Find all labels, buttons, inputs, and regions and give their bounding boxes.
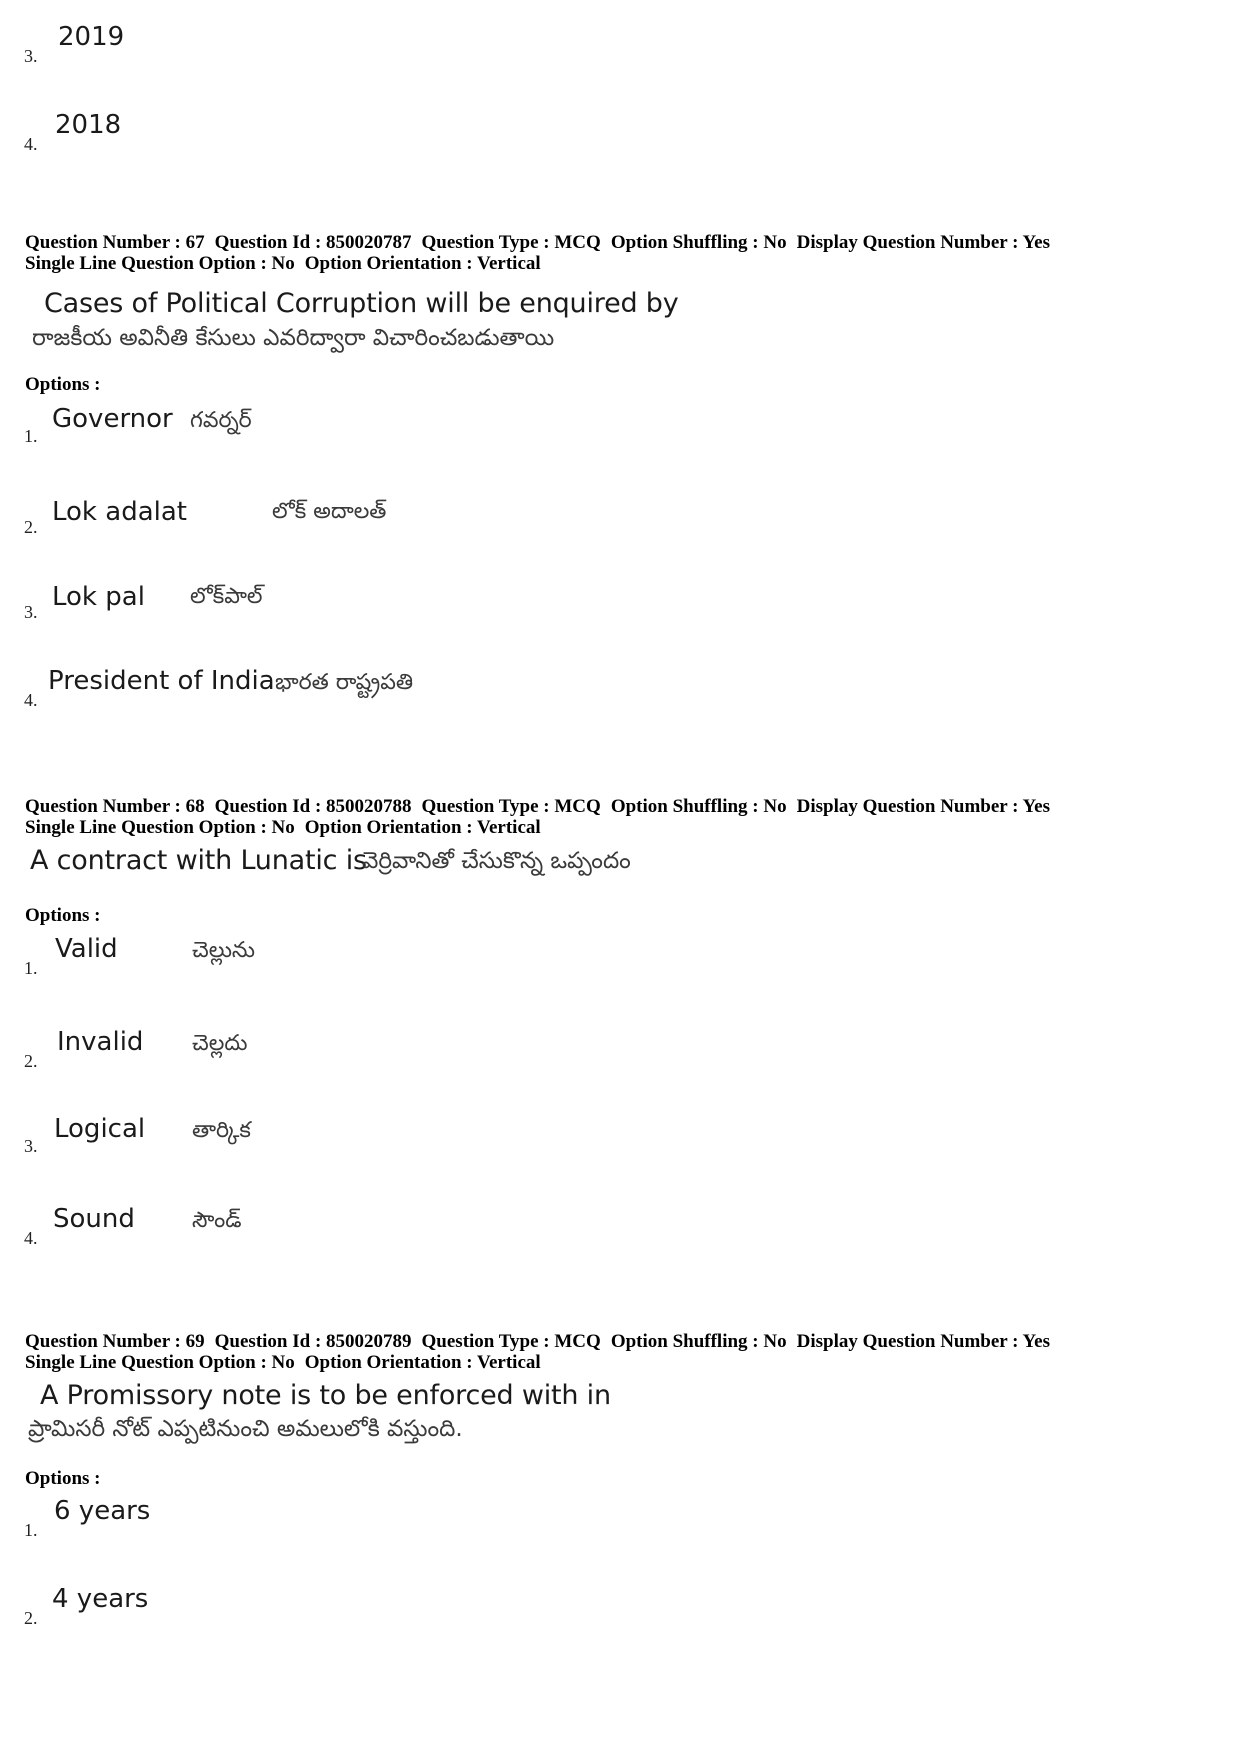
question-meta-line1 xyxy=(25,796,1050,817)
option-text-telugu: గవర్నర్ xyxy=(190,408,252,433)
display-question-number: Display Question Number : Yes xyxy=(796,232,1050,253)
option-text-english: Sound xyxy=(53,1204,135,1234)
option-text-telugu: తార్కిక xyxy=(192,1118,251,1143)
option-2[interactable] xyxy=(0,1023,700,1083)
question-type: Question Type : MCQ xyxy=(421,232,601,253)
display-question-number: Display Question Number : Yes xyxy=(796,796,1050,817)
option-orientation: Option Orientation : Vertical xyxy=(304,1352,541,1373)
option-text-english: 4 years xyxy=(52,1584,149,1614)
option-text-telugu: లోక్ అదాలత్ xyxy=(272,499,387,524)
option-number: 4. xyxy=(24,1228,38,1248)
question-meta-line2 xyxy=(25,253,541,274)
prev-option-3[interactable] xyxy=(0,20,700,80)
option-text-english: Invalid xyxy=(57,1027,144,1057)
question-id: Question Id : 850020787 xyxy=(214,232,412,253)
display-question-number: Display Question Number : Yes xyxy=(796,1331,1050,1352)
option-text-english: Governor xyxy=(52,404,173,434)
option-text: 2018 xyxy=(55,110,122,140)
option-number: 1. xyxy=(24,426,38,446)
option-text-english: 6 years xyxy=(54,1496,151,1526)
option-1[interactable] xyxy=(0,930,700,990)
options-label: Options : xyxy=(25,1468,101,1489)
option-text-telugu: చెల్లును xyxy=(192,938,255,963)
option-4[interactable] xyxy=(0,664,700,724)
option-text-english: Lok pal xyxy=(52,582,145,612)
question-stem-english: A contract with Lunatic is xyxy=(30,845,367,876)
option-text-telugu: భారత రాష్ట్రపతి xyxy=(275,670,414,695)
question-number: Question Number : 69 xyxy=(25,1331,205,1352)
options-label: Options : xyxy=(25,374,101,395)
question-type: Question Type : MCQ xyxy=(421,796,601,817)
question-meta-line2 xyxy=(25,1352,541,1373)
option-text-english: Valid xyxy=(55,934,118,964)
option-shuffling: Option Shuffling : No xyxy=(610,232,787,253)
question-meta-line2 xyxy=(25,817,541,838)
option-number: 4. xyxy=(24,690,38,710)
option-shuffling: Option Shuffling : No xyxy=(610,1331,787,1352)
option-1[interactable] xyxy=(0,1492,700,1552)
options-label: Options : xyxy=(25,905,101,926)
option-shuffling: Option Shuffling : No xyxy=(610,796,787,817)
question-stem-english: A Promissory note is to be enforced with in xyxy=(40,1380,611,1411)
option-1[interactable] xyxy=(0,400,700,460)
option-text-telugu: చెల్లదు xyxy=(192,1031,248,1056)
option-number: 2. xyxy=(24,517,38,537)
option-number: 1. xyxy=(24,1520,38,1540)
option-number: 3. xyxy=(24,46,38,66)
question-meta-line1 xyxy=(25,1331,1050,1352)
option-2[interactable] xyxy=(0,1582,700,1642)
prev-option-4[interactable] xyxy=(0,110,700,170)
option-number: 2. xyxy=(24,1051,38,1071)
option-number: 4. xyxy=(24,134,38,154)
question-stem-telugu: ప్రామిసరీ నోట్ ఎప్పటినుంచి అమలులోకి వస్తుంది. xyxy=(28,1416,463,1442)
option-orientation: Option Orientation : Vertical xyxy=(304,253,541,274)
single-line-option: Single Line Question Option : No xyxy=(25,1352,295,1373)
question-number: Question Number : 68 xyxy=(25,796,205,817)
option-text-telugu: సౌండ్ xyxy=(192,1208,242,1233)
option-number: 3. xyxy=(24,602,38,622)
question-type: Question Type : MCQ xyxy=(421,1331,601,1352)
option-text-telugu: లోక్‌పాల్ xyxy=(190,584,263,609)
question-id: Question Id : 850020789 xyxy=(214,1331,412,1352)
option-text: 2019 xyxy=(58,22,125,52)
option-2[interactable] xyxy=(0,493,700,553)
option-number: 3. xyxy=(24,1136,38,1156)
option-text-english: Logical xyxy=(54,1114,146,1144)
question-id: Question Id : 850020788 xyxy=(214,796,412,817)
question-stem-telugu: వెర్రివానితో చేసుకొన్న ఒప్పందం xyxy=(362,848,631,874)
single-line-option: Single Line Question Option : No xyxy=(25,253,295,274)
option-number: 1. xyxy=(24,958,38,978)
single-line-option: Single Line Question Option : No xyxy=(25,817,295,838)
question-meta-line1 xyxy=(25,232,1050,253)
option-3[interactable] xyxy=(0,1110,700,1170)
question-stem-english: Cases of Political Corruption will be enquired by xyxy=(44,288,679,319)
option-orientation: Option Orientation : Vertical xyxy=(304,817,541,838)
question-stem-telugu: రాజకీయ అవినీతి కేసులు ఎవరిద్వారా విచారించబడుతాయి xyxy=(32,325,555,351)
option-3[interactable] xyxy=(0,578,700,638)
option-text-english: President of India xyxy=(48,666,275,696)
option-4[interactable] xyxy=(0,1200,700,1260)
option-text-english: Lok adalat xyxy=(52,497,187,527)
option-number: 2. xyxy=(24,1608,38,1628)
question-number: Question Number : 67 xyxy=(25,232,205,253)
